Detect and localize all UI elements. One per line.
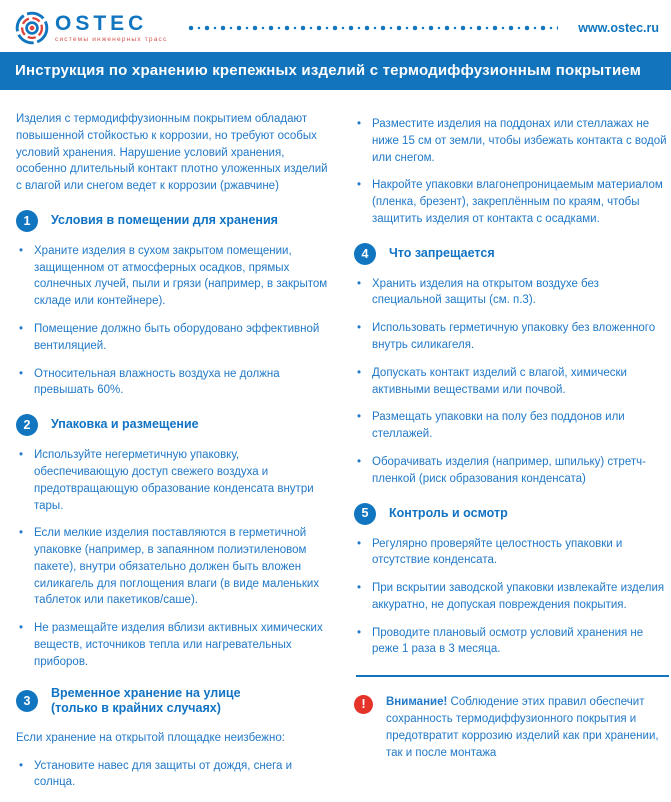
list-item: • Храните изделия в сухом закрытом помещении, защищенном от атмосферных осадков, прямых солнечных лучей, пыли и грязи (например, в закрытом складе или контейнере). (16, 243, 332, 310)
section-2-number-badge: 2 (16, 414, 38, 436)
warning-label: Внимание! (386, 696, 448, 709)
document-title: Инструкция по хранению крепежных изделий с термодиффузионным покрытием (15, 62, 642, 79)
list-item: • Накройте упаковки влагонепроницаемым материалом (пленка, брезент), закреплённым по краям, чтобы защитить изделия от контакта с осадками. (354, 177, 671, 227)
section-5-title: Контроль и осмотр (389, 505, 508, 520)
section-3-title-line2: (только в крайних случаях) (51, 701, 221, 716)
section-3-list-right (354, 116, 671, 228)
page-header (0, 0, 671, 52)
section-3-title-line1: Временное хранение на улице (51, 685, 241, 700)
section-2-header (16, 414, 332, 436)
warning-icon: ! (354, 695, 373, 714)
section-3-list-left (16, 758, 332, 792)
section-4-header (354, 243, 671, 265)
section-1-header (16, 210, 332, 232)
section-1-list (16, 243, 332, 399)
list-item: • Используйте негерметичную упаковку, обеспечивающую доступ свежего воздуха и предотвращающую образование конденсата внутри тары. (16, 447, 332, 514)
dotted-separator (187, 24, 558, 32)
section-3-title (51, 686, 241, 717)
section-4-number-badge: 4 (354, 243, 376, 265)
section-1-title: Условия в помещении для хранения (51, 213, 278, 228)
list-item: • Разместите изделия на поддонах или стеллажах не ниже 15 см от земли, чтобы избежать контакта с водой или снегом. (354, 116, 671, 166)
list-item: • Проводите плановый осмотр условий хранения не реже 1 раза в 3 месяца. (354, 625, 671, 659)
section-4-title: Что запрещается (389, 245, 495, 260)
warning-body: Соблюдение этих правил обеспечит сохранность термодиффузионного покрытия и предотвратит коррозию изделий как при хранении, так и после монтажа (386, 696, 659, 759)
warning-note (354, 694, 671, 761)
list-item: • Помещение должно быть оборудовано эффективной вентиляцией. (16, 321, 332, 355)
logo-tagline: системы инженерных трасс (55, 35, 168, 43)
document-body (0, 90, 671, 802)
list-item: • Если мелкие изделия поставляются в герметичной упаковке (например, в запаянном полиэтиленовом пакете), внутри обязательно должен быть вложен силикагель для поглощения влаги (в виде маленьких таблеток или пакетиков/саше). (16, 525, 332, 609)
section-5-list (354, 536, 671, 659)
list-item: • Относительная влажность воздуха не должна превышать 60%. (16, 366, 332, 400)
warning-text (386, 694, 671, 761)
right-column (354, 111, 671, 802)
section-3-header (16, 686, 332, 717)
document-title-bar (0, 52, 671, 90)
section-1-number-badge: 1 (16, 210, 38, 232)
list-item: • Хранить изделия на открытом воздухе без специальной защиты (см. п.3). (354, 276, 671, 310)
list-item: • Установите навес для защиты от дождя, снега и солнца. (16, 758, 332, 792)
intro-paragraph: Изделия с термодиффузионным покрытием обладают повышенной стойкостью к коррозии, но требуют особых условий хранения. Нарушение условий хранения, особенно длительный контакт плотно уложенных изделий с влагой или снегом ведет к коррозии (ржавчине) (16, 113, 328, 193)
list-item: • Не размещайте изделия вблизи активных химических веществ, источников тепла или нагревательных приборов. (16, 620, 332, 670)
list-item: • Регулярно проверяйте целостность упаковки и отсутствие конденсата. (354, 536, 671, 570)
website-link[interactable]: www.ostec.ru (578, 21, 659, 35)
section-3-note: Если хранение на открытой площадке неизбежно: (16, 731, 285, 744)
section-5-number-badge: 5 (354, 503, 376, 525)
ostec-logo-icon (14, 10, 50, 46)
left-column (16, 111, 332, 802)
section-2-title: Упаковка и размещение (51, 417, 199, 432)
section-5-header (354, 503, 671, 525)
ostec-logo (14, 10, 167, 46)
list-item: • При вскрытии заводской упаковки извлекайте изделия аккуратно, не допуская повреждения покрытия. (354, 580, 671, 614)
list-item: • Использовать герметичную упаковку без вложенного внутрь силикагеля. (354, 320, 671, 354)
section-3-number-badge: 3 (16, 690, 38, 712)
list-item: • Оборачивать изделия (например, шпильку) стретч-пленкой (риск образования конденсата) (354, 454, 671, 488)
section-2-list (16, 447, 332, 670)
section-4-list (354, 276, 671, 488)
section-divider (356, 675, 669, 677)
list-item: • Допускать контакт изделий с влагой, химически активными веществами или почвой. (354, 365, 671, 399)
list-item: • Размещать упаковки на полу без поддонов или стеллажей. (354, 409, 671, 443)
logo-wordmark: OSTEC (55, 11, 148, 35)
